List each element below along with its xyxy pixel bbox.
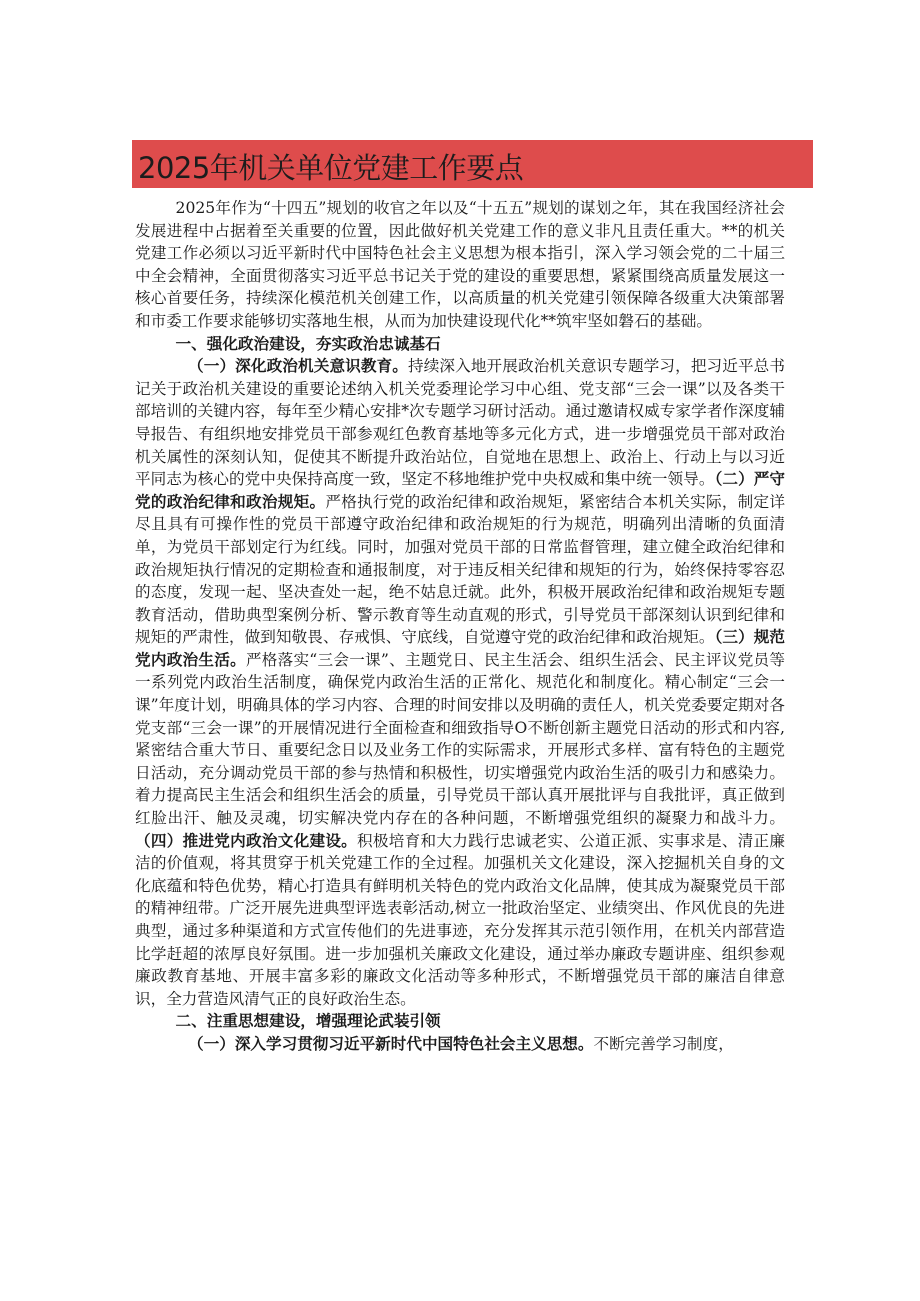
title-banner <box>132 140 813 188</box>
section-heading-2: 二、注重思想建设，增强理论武装引领 <box>175 1011 441 1031</box>
section-2-body <box>135 1033 785 1056</box>
section-heading-1: 一、强化政治建设，夯实政治忠诚基石 <box>175 333 441 353</box>
subheading-1-4: （四）推进党内政治文化建设。 <box>135 830 358 850</box>
section-1-body <box>135 355 785 1010</box>
paragraph-2-1: 不断完善学习制度， <box>593 1034 734 1053</box>
subheading-1-1: （一）深化政治机关意识教育。 <box>188 356 408 376</box>
paragraph-1-1: 持续深入地开展政治机关意识专题学习，把习近平总书记关于政治机关建设的重要论述纳入机关党委理论学习中心组、党支部“三会一课”以及各类干部培训的关键内容，每年至少精心安排*次专题学习研讨活动。通过邀请权威专家学者作深度辅导报告、有组织地安排党员干部参观红色教育基地等多元化方式，进一步增强党员干部对政治机关属性的深刻认知，促使其不断提升政治站位，自觉地在思想上、政治上、行动上与以习近平同志为核心的党中央保持高度一致，坚定不移地维护党中央权威和集中统一领导。 <box>135 357 785 489</box>
paragraph-1-2: 严格执行党的政治纪律和政治规矩，紧密结合本机关实际，制定详尽且具有可操作性的党员干部遵守政治纪律和政治规矩的行为规范，明确列出清晰的负面清单，为党员干部划定行为红线。同时，加强对党员干部的日常监督管理，建立健全政治纪律和政治规矩执行情况的定期检查和通报制度，对于违反相关纪律和规矩的行为，始终保持零容忍的态度，发现一起、坚决查处一起，绝不姑息迁就。此外，积极开展政治纪律和政治规矩专题教育活动，借助典型案例分析、警示教育等生动直观的形式，引导党员干部深刻认识到纪律和规矩的严肃性，做到知敬畏、存戒惧、守底线，自觉遵守党的政治纪律和政治规矩。 <box>135 492 785 647</box>
intro-paragraph: 2025年作为“十四五”规划的收官之年以及“十五五”规划的谋划之年，其在我国经济社会发展进程中占据着至关重要的位置，因此做好机关党建工作的意义非凡且责任重大。**的机关党建工作必须以习近平新时代中国特色社会主义思想为根本指引，深入学习领会党的二十届三中全会精神，全面贯彻落实习近平总书记关于党的建设的重要思想，紧紧围绕高质量发展这一核心首要任务，持续深化模范机关创建工作，以高质量的机关党建引领保障各级重大决策部署和市委工作要求能够切实落地生根，从而为加快建设现代化**筑牢坚如磐石的基础。 <box>135 199 785 330</box>
subheading-1-2: （二）严守党的政治纪律和政治规矩。 <box>135 469 785 511</box>
subheading-1-3: （三）规范党内政治生活。 <box>135 627 785 669</box>
paragraph-1-3: 严格落实“三会一课”、主题党日、民主生活会、组织生活会、民主评议党员等一系列党内政治生活制度，确保党内政治生活的正常化、规范化和制度化。精心制定“三会一课”年度计划，明确具体的学习内容、合理的时间安排以及明确的责任人，机关党委要定期对各党支部“三会一课”的开展情况进行全面检查和细致指导O不断创新主题党日活动的形式和内容,紧密结合重大节日、重要纪念日以及业务工作的实际需求，开展形式多样、富有特色的主题党日活动，充分调动党员干部的参与热情和积极性，切实增强党内政治生活的吸引力和感染力。着力提高民主生活会和组织生活会的质量，引导党员干部认真开展批评与自我批评，真正做到红脸出汗、触及灵魂，切实解决党内存在的各种问题，不断增强党组织的凝聚力和战斗力。 <box>135 650 785 828</box>
paragraph-1-4: 积极培育和大力践行忠诚老实、公道正派、实事求是、清正廉洁的价值观，将其贯穿于机关党建工作的全过程。加强机关文化建设，深入挖掘机关自身的文化底蕴和特色优势，精心打造具有鲜明机关特色的党内政治文化品牌，使其成为凝聚党员干部的精神纽带。广泛开展先进典型评选表彰活动,树立一批政治坚定、业绩突出、作风优良的先进典型，通过多种渠道和方式宣传他们的先进事迹，充分发挥其示范引领作用，在机关内部营造比学赶超的浓厚良好氛围。进一步加强机关廉政文化建设，通过举办廉政专题讲座、组织参观廉政教育基地、开展丰富多彩的廉政文化活动等多种形式，不断增强党员干部的廉洁自律意识，全力营造风清气正的良好政治生态。 <box>135 831 785 1008</box>
document-body <box>135 197 785 1056</box>
subheading-2-1: （一）深入学习贯彻习近平新时代中国特色社会主义思想。 <box>188 1033 594 1053</box>
document-title: 2025年机关单位党建工作要点 <box>138 151 524 185</box>
